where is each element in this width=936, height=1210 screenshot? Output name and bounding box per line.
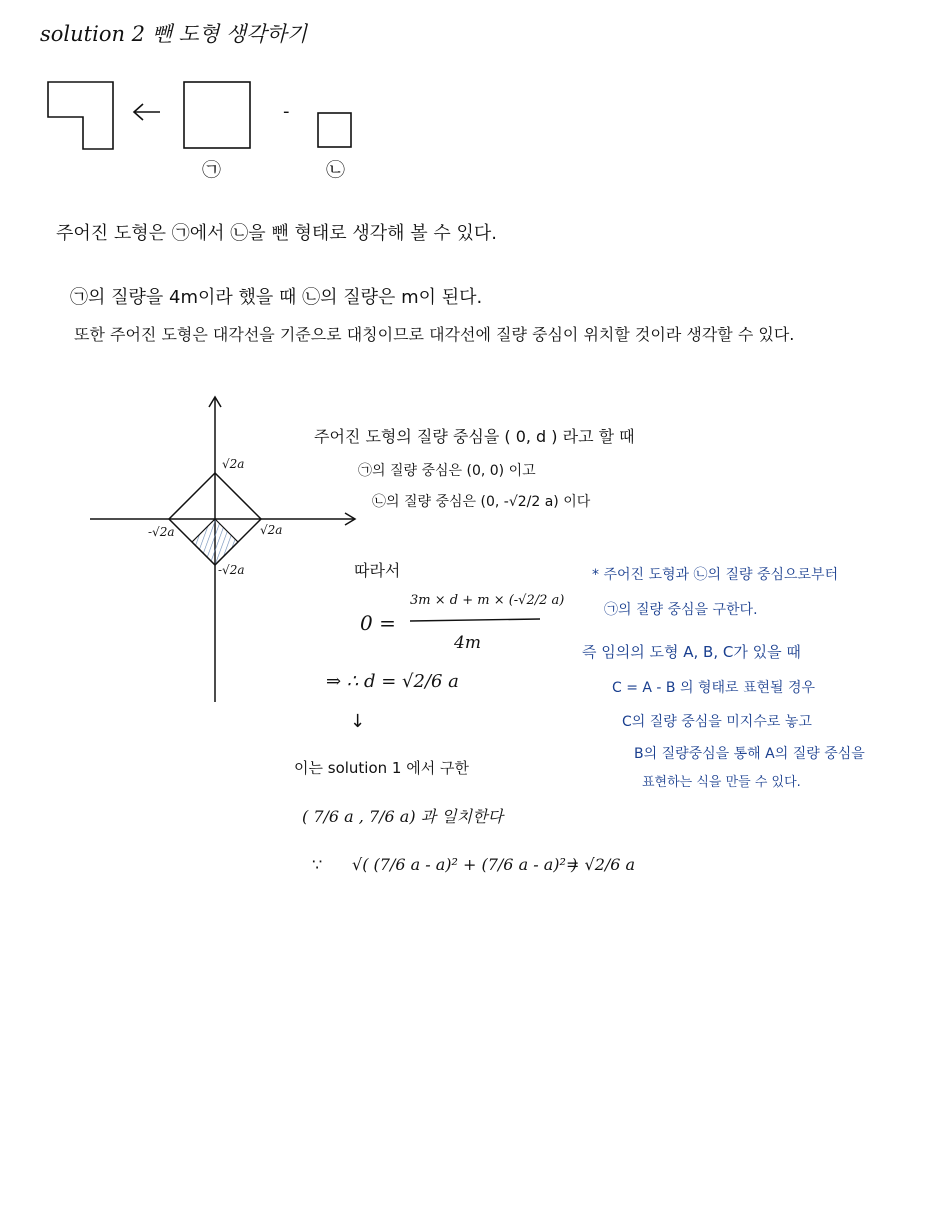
note-line-5: C의 질량 중심을 미지수로 놓고 <box>622 714 812 730</box>
label-a: ㉠ <box>202 159 222 181</box>
paragraph-line-1: 주어진 도형은 ㉠에서 ㉡을 뺀 형태로 생각해 볼 수 있다. <box>56 223 497 244</box>
center-line-3: ㉡의 질량 중심은 (0, -√2/2 a) 이다 <box>372 494 591 510</box>
minus-sign: - <box>283 101 290 122</box>
point-line: ( 7/6 a , 7/6 a) 과 일치한다 <box>302 807 504 826</box>
therefore-label: 따라서 <box>354 561 401 580</box>
distance-expression: √( (7/6 a - a)² + (7/6 a - a)² ) <box>352 855 578 874</box>
paragraph-line-2: ㉠의 질량을 4m이라 했을 때 ㉡의 질량은 m이 된다. <box>70 287 483 308</box>
axis-label-right: √2a <box>260 523 283 537</box>
equation-denominator: 4m <box>454 633 481 653</box>
paragraph-line-3: 또한 주어진 도형은 대각선을 기준으로 대칭이므로 대각선에 질량 중심이 위치할 것이라 생각할 수 있다. <box>74 325 795 344</box>
result-d: ⇒ ∴ d = √2/6 a <box>326 671 459 692</box>
label-b: ㉡ <box>326 159 346 181</box>
axis-label-top: √2a <box>222 457 245 471</box>
page-title: solution 2 뺀 도형 생각하기 <box>40 22 308 46</box>
center-line-1: 주어진 도형의 질량 중심을 ( 0, d ) 라고 할 때 <box>314 427 635 446</box>
axis-label-left: -√2a <box>148 525 175 539</box>
note-line-2: ㉠의 질량 중심을 구한다. <box>604 602 758 618</box>
note-line-1: * 주어진 도형과 ㉡의 질량 중심으로부터 <box>592 567 839 583</box>
equation-lhs: 0 = <box>360 611 396 635</box>
compare-line: 이는 solution 1 에서 구한 <box>294 759 469 777</box>
note-line-6: B의 질량중심을 통해 A의 질량 중심을 <box>634 746 865 762</box>
note-line-4: C = A - B 의 형태로 표현될 경우 <box>612 680 816 696</box>
down-arrow: ↓ <box>350 711 366 732</box>
because-symbol: ∵ <box>312 855 323 874</box>
distance-result: = √2/6 a <box>566 855 636 874</box>
center-line-2: ㉠의 질량 중심은 (0, 0) 이고 <box>358 463 536 479</box>
equation-numerator: 3m × d + m × (-√2/2 a) <box>410 593 565 608</box>
note-line-3: 즉 임의의 도형 A, B, C가 있을 때 <box>582 643 801 661</box>
note-line-7: 표현하는 식을 만들 수 있다. <box>642 775 801 790</box>
axis-label-bottom: -√2a <box>218 563 245 577</box>
